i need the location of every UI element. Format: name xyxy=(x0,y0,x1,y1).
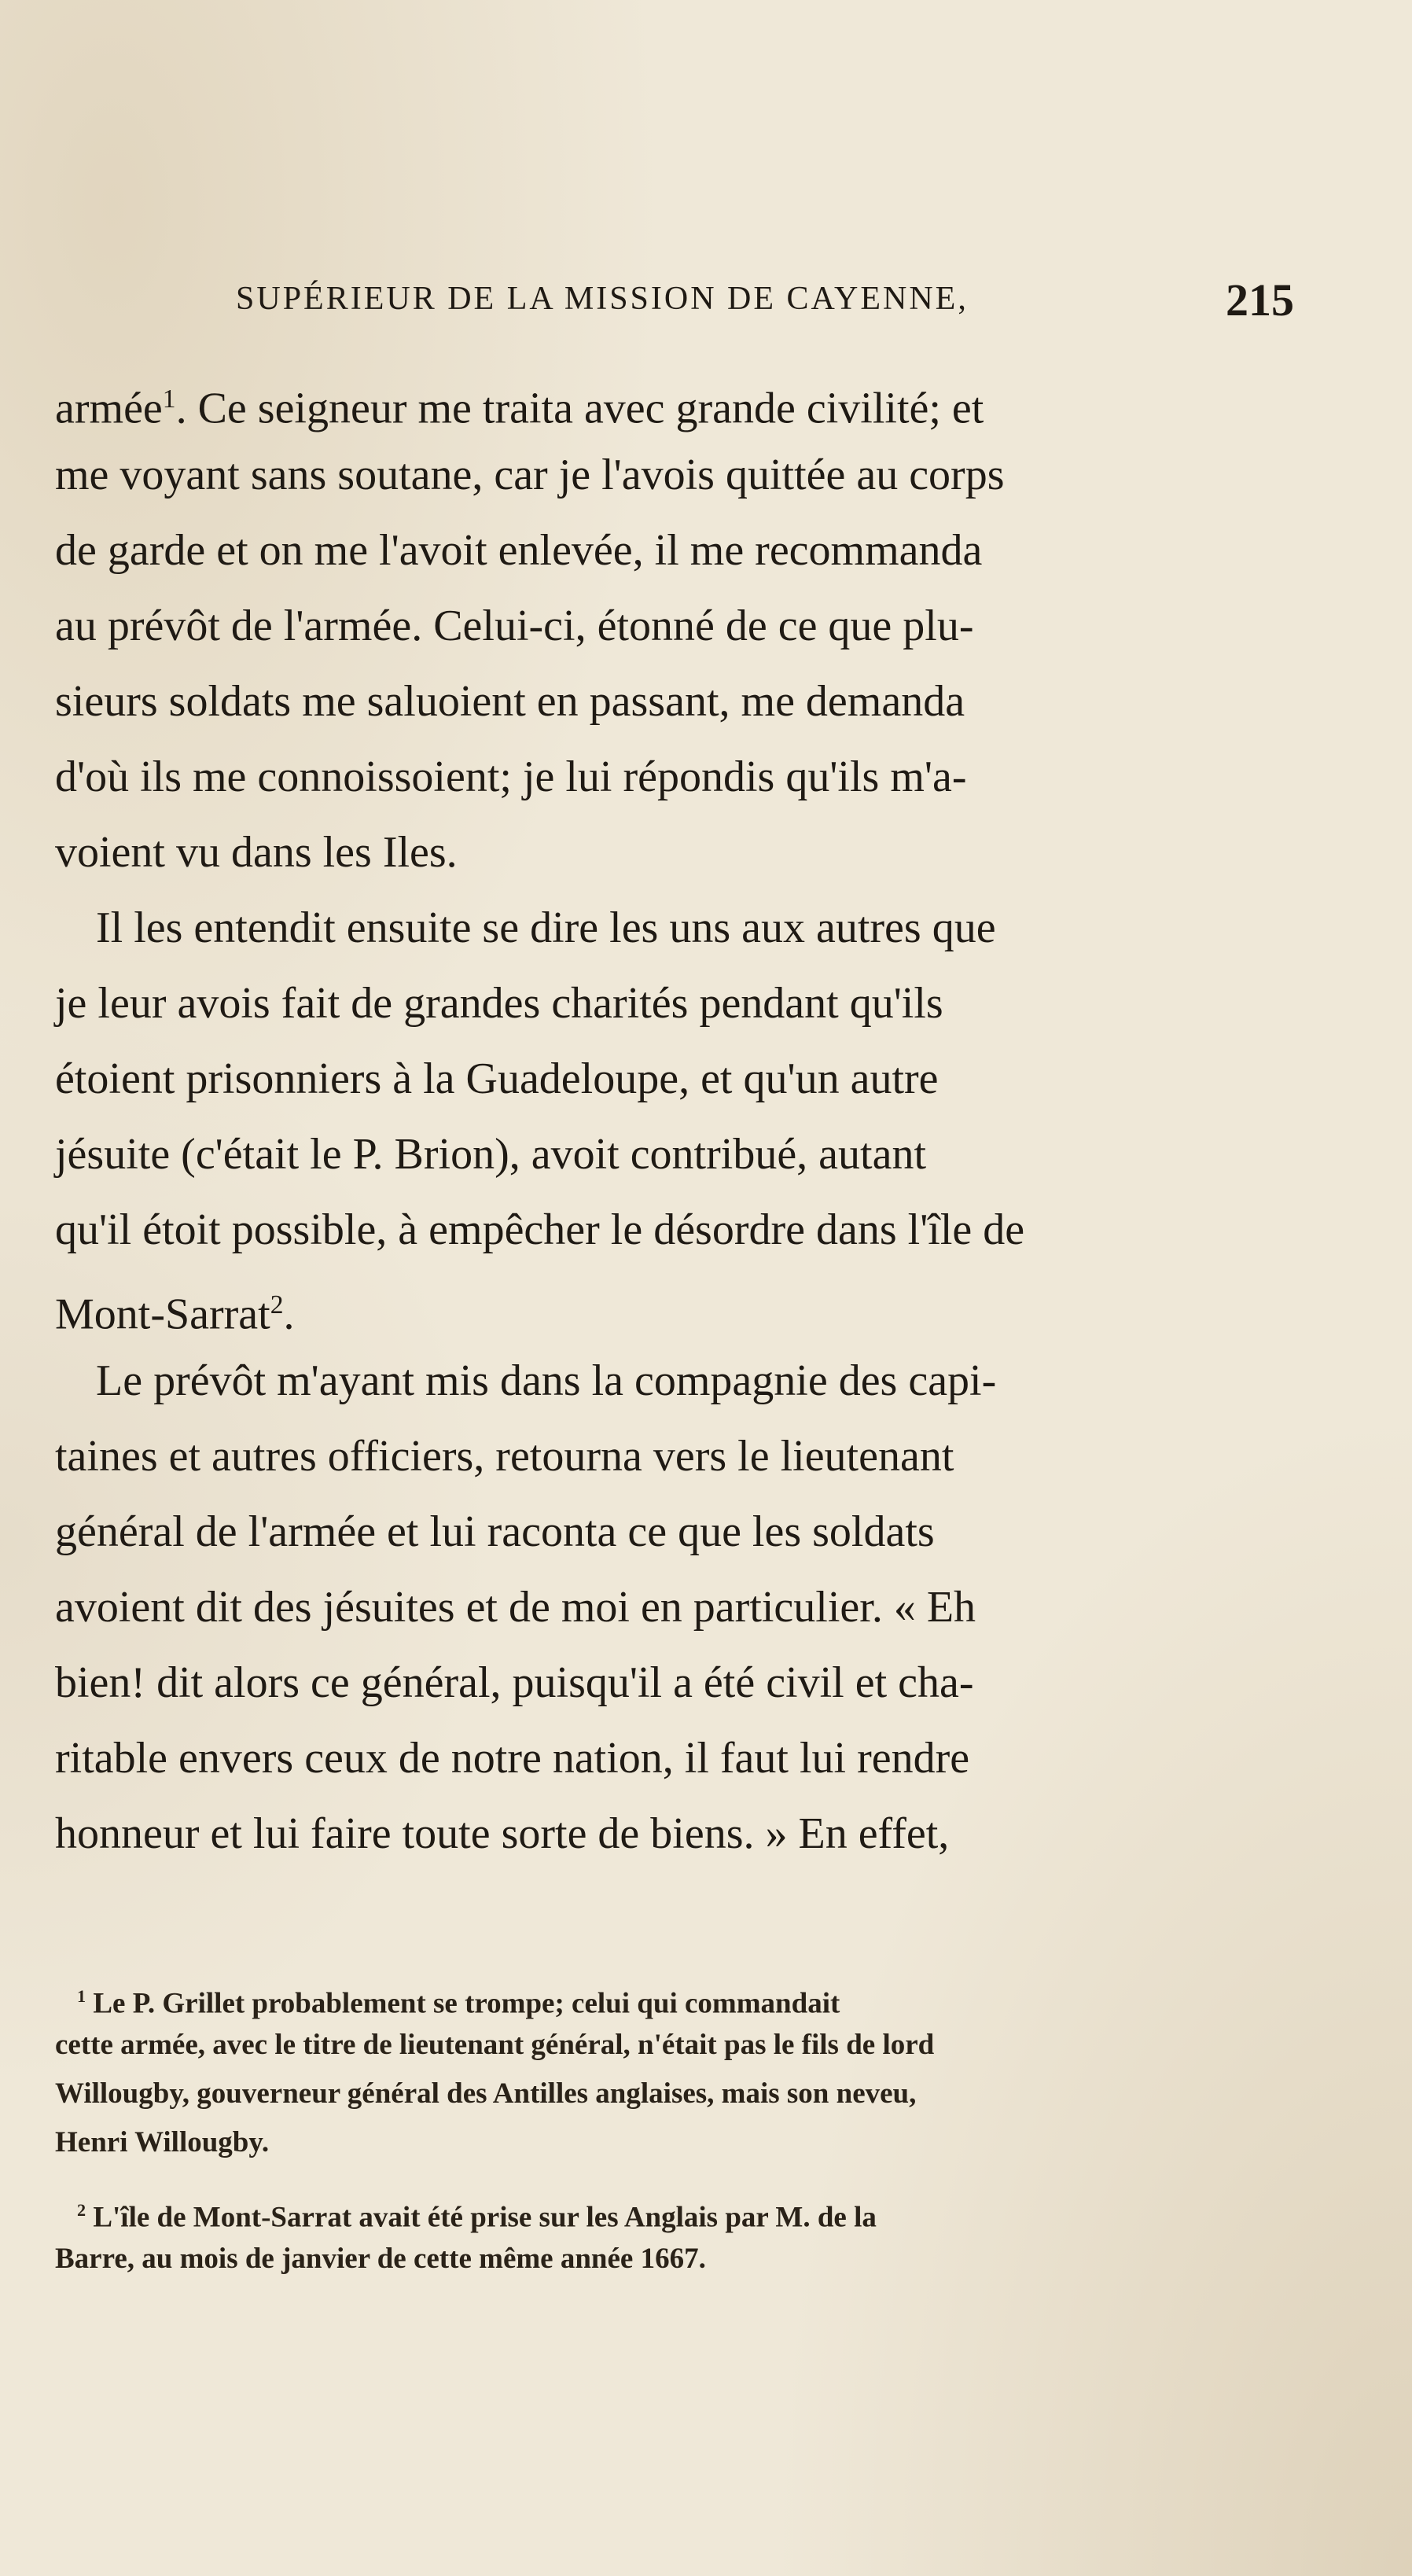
footnote-marker-2: 2 xyxy=(77,2200,86,2220)
running-title: SUPÉRIEUR DE LA MISSION DE CAYENNE, xyxy=(236,281,969,317)
paragraph-1 xyxy=(55,362,1116,890)
footnote-line: $^2$ L'île de Mont-Sarrat avait été prise sur les Anglais par M. de la xyxy=(77,2200,877,2234)
text-line: avoient dit des jésuites et de moi en particulier. « Eh xyxy=(55,1583,976,1632)
page-number: 215 xyxy=(1226,274,1294,326)
text-line: d'où ils me connoissoient; je lui répondis qu'ils m'a- xyxy=(55,753,967,801)
text-line: jésuite (c'était le P. Brion), avoit contribué, autant xyxy=(55,1130,926,1179)
footnote-ref-2: 2 xyxy=(270,1290,284,1319)
paragraph-3 xyxy=(55,1343,1116,1871)
text-line: Il les entendit ensuite se dire les uns aux autres que xyxy=(96,903,996,952)
text-line: au prévôt de l'armée. Celui-ci, étonné de ce que plu- xyxy=(55,602,974,650)
footnote-line: Barre, au mois de janvier de cette même année 1667. xyxy=(55,2243,706,2275)
paragraph-2 xyxy=(55,890,1116,1343)
main-text xyxy=(55,362,1116,1871)
footnote-line: Henri Willougby. xyxy=(55,2126,270,2158)
text-line: je leur avois fait de grandes charités pendant qu'ils xyxy=(55,979,943,1028)
footnote-marker-1: 1 xyxy=(77,1986,86,2006)
text-line: voient vu dans les Iles. xyxy=(55,828,458,877)
footnote-2 xyxy=(55,2186,1116,2283)
footnote-ref-1: 1 xyxy=(162,385,176,414)
text-line: qu'il étoit possible, à empêcher le désordre dans l'île de xyxy=(55,1205,1025,1254)
text-line: général de l'armée et lui raconta ce que les soldats xyxy=(55,1507,935,1556)
text-line: étoient prisonniers à la Guadeloupe, et qu'un autre xyxy=(55,1054,939,1103)
text-line: taines et autres officiers, retourna vers le lieutenant xyxy=(55,1432,954,1481)
page-header xyxy=(0,274,1412,329)
footnote-line: Willougby, gouverneur général des Antilles anglaises, mais son neveu, xyxy=(55,2077,917,2110)
text-line: honneur et lui faire toute sorte de biens. » En effet, xyxy=(55,1809,950,1858)
footnotes xyxy=(55,1972,1116,2283)
footnote-1 xyxy=(55,1972,1116,2167)
text-line: ritable envers ceux de notre nation, il faut lui rendre xyxy=(55,1734,970,1783)
footnote-line: $^1$ Le P. Grillet probablement se trompe; celui qui commandait xyxy=(77,1986,840,2020)
text-line: bien! dit alors ce général, puisqu'il a été civil et cha- xyxy=(55,1658,974,1707)
text-line: de garde et on me l'avoit enlevée, il me recommanda xyxy=(55,526,983,575)
text-line: Le prévôt m'ayant mis dans la compagnie des capi- xyxy=(96,1356,997,1405)
text-line: sieurs soldats me saluoient en passant, me demanda xyxy=(55,677,965,726)
text-line: Mont-Sarrat$^2$. xyxy=(55,1290,295,1339)
text-line: armée$^1$. Ce seigneur me traita avec grande civilité; et xyxy=(55,384,984,433)
footnote-line: cette armée, avec le titre de lieutenant général, n'était pas le fils de lord xyxy=(55,2029,935,2061)
text-line: me voyant sans soutane, car je l'avois quittée au corps xyxy=(55,451,1005,499)
footnote-spacer xyxy=(55,2167,1116,2186)
